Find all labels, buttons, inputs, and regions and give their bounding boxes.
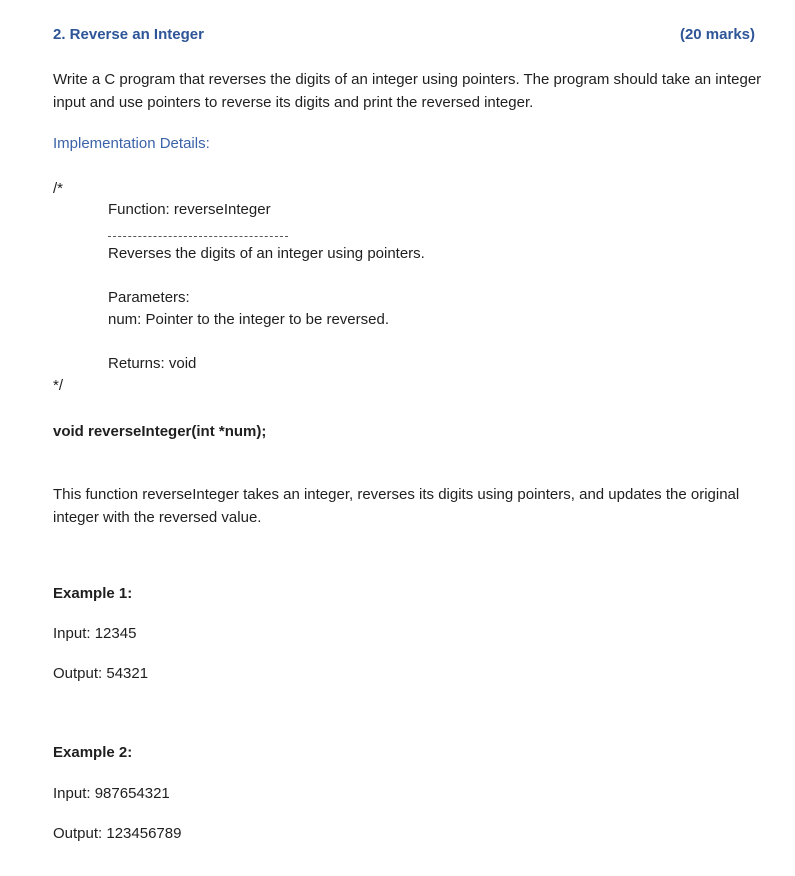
example-output: Output: 123456789 xyxy=(53,825,182,842)
comment-params-label: Parameters: xyxy=(108,289,190,306)
comment-returns: Returns: void xyxy=(108,355,197,372)
example-input: Input: 12345 xyxy=(53,625,137,642)
implementation-heading: Implementation Details: xyxy=(53,135,210,152)
comment-close: */ xyxy=(53,377,64,394)
question-description: Write a C program that reverses the digits of an integer using pointers. The program should take an integer input and use pointers to reverse its digits and print the reversed integer. xyxy=(53,71,762,111)
comment-param-num: num: Pointer to the integer to be reversed. xyxy=(108,311,389,328)
function-explanation: This function reverseInteger takes an integer, reverses its digits using pointers, and updates the original integer with the reversed value. xyxy=(53,486,740,526)
example-input: Input: 987654321 xyxy=(53,785,170,802)
example-output: Output: 54321 xyxy=(53,665,149,682)
example-title: Example 2: xyxy=(53,744,133,761)
comment-function-line: Function: reverseInteger xyxy=(108,201,271,218)
question-title: 2. Reverse an Integer xyxy=(53,26,204,43)
comment-open: /* xyxy=(53,180,64,197)
example-title: Example 1: xyxy=(53,585,133,602)
question-marks: (20 marks) xyxy=(679,26,755,43)
comment-divider xyxy=(108,236,288,237)
comment-summary: Reverses the digits of an integer using pointers. xyxy=(108,245,425,262)
function-prototype: void reverseInteger(int *num); xyxy=(53,423,267,440)
